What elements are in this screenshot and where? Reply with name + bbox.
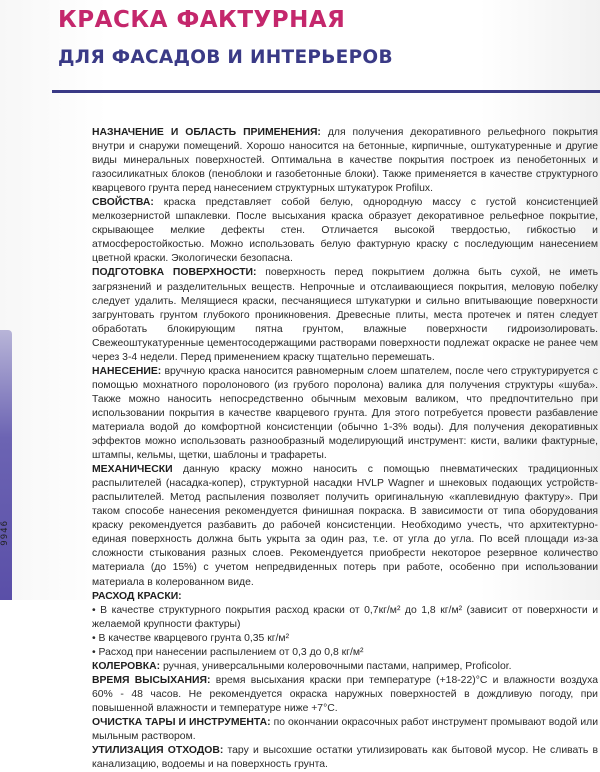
section-heading: НАНЕСЕНИЕ: [92, 365, 162, 377]
section-heading: ВРЕМЯ ВЫСЫХАНИЯ: [92, 674, 211, 686]
product-title: КРАСКА ФАКТУРНАЯ [58, 7, 346, 33]
section-text: по окончании окрасочных работ инструмент промывают водой или мыльным раствором. [92, 716, 598, 743]
instruction-paragraph [92, 660, 598, 674]
section-heading: НАЗНАЧЕНИЕ И ОБЛАСТЬ ПРИМЕНЕНИЯ: [92, 127, 321, 138]
section-text: поверхность перед покрытием должна быть сухой, не иметь загрязнений и разделительных веществ. Непрочные и отслаивающиеся покрытия, меловую побелку следует удалить. Мелящиеся краски, песчанящиеся штукатурки и сильно впитывающие поверхности загрунтовать грунтом глубокого проникновения. Древесные плиты, места протечек и пятен следует обработать блокирующим пятна грунтом, влажные поверхности гидроизолировать. Свежеоштукатуренные цементосодержащими растворами поверхности подлежат окраске не ранее чем через 3-4 недели. Перед применением краску тщательно перемешать. [92, 267, 598, 363]
section-heading: УТИЛИЗАЦИЯ ОТХОДОВ: [92, 745, 224, 757]
section-heading: КОЛЕРОВКА: [92, 660, 161, 672]
section-heading: ПОДГОТОВКА ПОВЕРХНОСТИ: [92, 267, 257, 279]
section-text: • В качестве кварцевого грунта 0,35 кг/м² [92, 632, 290, 644]
instruction-paragraph [92, 632, 598, 646]
section-text: время высыхания краски при температуре (+18-22)°С и влажности воздуха 60% - 48 часов. Не рекомендуется окраска наружных поверхностей в дождливую погоду, при повышенной влажности и температуре ниже +7°С. [92, 674, 598, 714]
section-text: • В качестве структурного покрытия расход краски от 0,7кг/м² до 1,8 кг/м² (зависит от поверхности и желаемой крупности фактуры) [92, 604, 598, 630]
instruction-paragraph [92, 716, 598, 744]
instruction-paragraph [92, 604, 598, 632]
product-subtitle: ДЛЯ ФАСАДОВ И ИНТЕРЬЕРОВ [58, 47, 393, 68]
instruction-paragraph [92, 463, 598, 589]
header-divider [52, 90, 600, 93]
section-text: ручная, универсальными колеровочными пастами, например, Proficolor. [160, 660, 512, 672]
section-heading: ОЧИСТКА ТАРЫ И ИНСТРУМЕНТА: [92, 716, 271, 728]
instructions-text [92, 126, 598, 772]
section-text: краска представляет собой белую, однородную массу с густой консистенцией мелкозернистой шпаклевки. После высыхания краска образует декоративное рельефное покрытие, скрывающее мелкие дефекты стен. Отличается высокой твердостью, гибкостью и атмосферостойкостью. Можно использовать белую фактурную краску с последующим нанесением цветной краски. Экологически безопасна. [92, 197, 598, 265]
instruction-paragraph [92, 674, 598, 716]
section-heading: СВОЙСТВА: [92, 197, 154, 209]
decorative-strip [0, 330, 12, 600]
section-heading: РАСХОД КРАСКИ: [92, 590, 182, 602]
side-code: 9946 [0, 520, 10, 546]
instruction-paragraph [92, 126, 598, 196]
instruction-paragraph [92, 744, 598, 772]
section-text: тару и высохшие остатки утилизировать как бытовой мусор. Не сливать в канализацию, водоемы и на поверхность грунта. [92, 745, 598, 771]
section-text: вручную краска наносится равномерным слоем шпателем, после чего структурируется с помощью мохнатного поролонового (из грубого поролона) валика для получения структуры «шуба». Также можно наносить непосредственно обычным меховым валиком, что предпочтительно при использовании покрытия в качестве кварцевого грунта. Для этого потребуется провести разбавление материала водой до комфортной консистенции (обычно 1-3% воды). Для получения декоративных эффектов можно использовать разнообразный моделирующий инструмент: кисти, валики фактурные, штампы, кельмы, щетки, шаблоны и трафареты. [92, 365, 598, 462]
section-text: • Расход при нанесении распылением от 0,3 до 0,8 кг/м² [92, 646, 364, 658]
section-text: для получения декоративного рельефного покрытия внутри и снаружи помещений. Хорошо наносится на бетонные, кирпичные, оштукатуренные и другие виды минеральных поверхностей. Оптимальна в качестве покрытия построек из пенобетонных и газосиликатных блоков (пеноблоки и газобетонные блоки). Также применяется в качестве структурного кварцевого грунта перед нанесением структурных штукатурок Profilux. [92, 127, 599, 195]
instruction-paragraph [92, 646, 598, 660]
section-text: данную краску можно наносить с помощью пневматических традиционных распылителей (насадка-копер), структурной насадки HVLP Wagner и шнековых подающих устройств-распылителей. Метод распыления позволяет получить оригинальную «каплевидную фактуру». При таком способе нанесения рекомендуется финишная покраска. В зависимости от типа оборудования краску рекомендуется разбавить до рабочей консистенции. Необходимо учесть, что архитектурно-единая поверхность должна быть укрыта за один раз, т.е. от угла до угла. По всей площади из-за сложности стыкования разных слоев. Рекомендуется приобрести некоторое резервное количество материала (до 15%) с учетом непредвиденных потерь при работе, особенно при использовании материала в колерованном виде. [92, 464, 598, 588]
instruction-paragraph [92, 590, 598, 604]
section-heading: МЕХАНИЧЕСКИ [92, 464, 173, 476]
title-block [58, 6, 590, 70]
instruction-paragraph [92, 196, 598, 266]
instruction-paragraph [92, 266, 598, 364]
instruction-paragraph [92, 365, 598, 463]
